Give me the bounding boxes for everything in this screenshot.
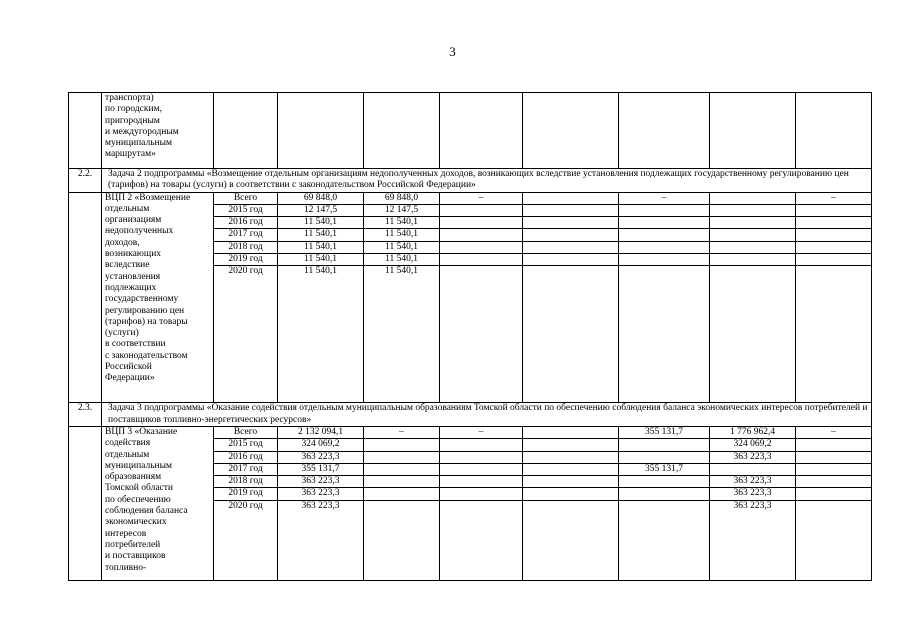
value-cell-total: 324 069,2 (278, 439, 364, 451)
task2-row (69, 169, 872, 193)
value-cell-c2 (440, 488, 523, 500)
vcp3-number-cell (69, 426, 102, 580)
value-cell-c2: – (440, 426, 523, 438)
name-line: и междугородным (105, 126, 179, 137)
value-cell-c1 (364, 439, 440, 451)
block1-name (102, 93, 214, 169)
year-cell: 2020 год (214, 500, 278, 580)
value-cell-c3 (523, 426, 619, 438)
value-cell-c3 (523, 451, 619, 463)
value-cell-c3 (523, 217, 619, 229)
value-cell-c4: 355 131,7 (619, 463, 710, 475)
task3-number: 2.3. (69, 403, 102, 427)
value-cell-c5 (710, 266, 796, 403)
value-cell-c5: 363 223,3 (710, 488, 796, 500)
value-cell-c1: 69 848,0 (364, 192, 440, 204)
value-cell-c4 (619, 500, 710, 580)
value-cell-total: 11 540,1 (278, 217, 364, 229)
vcp2-row (69, 192, 872, 204)
year-cell: 2018 год (214, 241, 278, 253)
vcp2-name (102, 192, 214, 403)
budget-table (68, 92, 872, 581)
value-cell-c4 (619, 217, 710, 229)
value-cell-c3 (523, 439, 619, 451)
task3-text: Задача 3 подпрограммы «Оказание содействия отдельным муниципальным образованиям Томской области по обеспечению соблюдения баланса экономических интересов потребителей и поставщиков топливно-энергетических ресурсов» (102, 403, 872, 427)
value-cell-c3 (523, 476, 619, 488)
vcp3-name (102, 426, 214, 580)
value-cell-c2 (440, 241, 523, 253)
name-line: ВЦП 3 «Оказание (105, 426, 178, 437)
value-cell-c3 (523, 192, 619, 204)
name-line: экономических (105, 517, 167, 528)
value-cell-c2 (440, 204, 523, 216)
name-line: подлежащих (105, 282, 157, 293)
value-cell-c6 (796, 451, 872, 463)
vcp3-row (69, 426, 872, 438)
value-cell-c3 (523, 266, 619, 403)
value-cell-c1 (364, 463, 440, 475)
name-line: установления (105, 271, 161, 282)
value-cell-c2 (440, 217, 523, 229)
value-cell-c6 (796, 476, 872, 488)
value-cell-c5 (710, 204, 796, 216)
value-cell-c6: – (796, 192, 872, 204)
year-cell: 2017 год (214, 229, 278, 241)
value-cell-c4: – (619, 192, 710, 204)
value-cell-total: 363 223,3 (278, 476, 364, 488)
value-cell-c5: 363 223,3 (710, 500, 796, 580)
value-cell-c1: 11 540,1 (364, 229, 440, 241)
value-cell-c1 (364, 500, 440, 580)
year-cell: 2018 год (214, 476, 278, 488)
value-cell-c5: 363 223,3 (710, 476, 796, 488)
name-line: интересов (105, 528, 147, 539)
year-cell: 2016 год (214, 217, 278, 229)
value-cell-c4 (619, 266, 710, 403)
value-cell-c4 (619, 488, 710, 500)
value-cell-c1: 12 147,5 (364, 204, 440, 216)
name-line: по обеспечению (105, 494, 171, 505)
page-number: 3 (449, 44, 456, 59)
name-line: Томской области (105, 483, 173, 494)
value-cell-c2 (440, 500, 523, 580)
value-cell-c5 (710, 463, 796, 475)
value-cell-c1 (364, 451, 440, 463)
value-cell-c5: 1 776 962,4 (710, 426, 796, 438)
value-cell-total: 2 132 094,1 (278, 426, 364, 438)
name-line: соблюдения баланса (105, 506, 188, 517)
value-cell-c5: 363 223,3 (710, 451, 796, 463)
name-line: (тарифов) на товары (105, 316, 188, 327)
value-cell-c1 (364, 488, 440, 500)
year-cell: Всего (214, 192, 278, 204)
task3-row (69, 403, 872, 427)
name-line: доходов, (105, 237, 140, 248)
value-cell-c3 (523, 463, 619, 475)
value-cell-total: 363 223,3 (278, 451, 364, 463)
value-cell-c2 (440, 254, 523, 266)
year-cell: 2015 год (214, 204, 278, 216)
name-line: отдельным (105, 203, 150, 214)
task2-number: 2.2. (69, 169, 102, 193)
name-line: недополученных (105, 226, 174, 237)
name-line: Федерации» (105, 373, 155, 384)
year-cell: 2020 год (214, 266, 278, 403)
block1-row (69, 93, 872, 169)
value-cell-c1: 11 540,1 (364, 254, 440, 266)
name-line: по городским, (105, 104, 162, 115)
value-cell-c5 (710, 192, 796, 204)
value-cell-c6 (796, 229, 872, 241)
name-line: пригородным (105, 115, 160, 126)
name-line: возникающих (105, 249, 162, 260)
task2-text: Задача 2 подпрограммы «Возмещение отдельным организациям недополученных доходов, возникающих вследствие установления подлежащих государственному регулированию цен (тарифов) на товары (услуги) в соответствии с законодательством Российской Федерации» (102, 169, 872, 193)
name-line: (услуги) (105, 328, 139, 339)
value-cell-c3 (523, 488, 619, 500)
value-cell-total: 12 147,5 (278, 204, 364, 216)
value-cell-c1: – (364, 426, 440, 438)
value-cell-c5 (710, 254, 796, 266)
year-cell: Всего (214, 426, 278, 438)
value-cell-c6 (796, 488, 872, 500)
vcp2-number-cell (69, 192, 102, 403)
value-cell-c3 (523, 500, 619, 580)
value-cell-c3 (523, 241, 619, 253)
value-cell-total: 355 131,7 (278, 463, 364, 475)
value-cell-c6 (796, 217, 872, 229)
value-cell-c1: 11 540,1 (364, 217, 440, 229)
value-cell-c4 (619, 476, 710, 488)
value-cell-c5 (710, 229, 796, 241)
value-cell-c3 (523, 204, 619, 216)
value-cell-c6: – (796, 426, 872, 438)
value-cell-c2 (440, 266, 523, 403)
name-line: ВЦП 2 «Возмещение (105, 192, 191, 203)
value-cell-c4 (619, 254, 710, 266)
value-cell-c6 (796, 241, 872, 253)
block1-number (69, 93, 102, 169)
name-line: с законодательством (105, 350, 188, 361)
year-cell: 2019 год (214, 254, 278, 266)
value-cell-c2 (440, 439, 523, 451)
value-cell-c2: – (440, 192, 523, 204)
name-line: муниципальным (105, 460, 173, 471)
name-line: транспорта) (105, 93, 154, 103)
value-cell-c2 (440, 463, 523, 475)
value-cell-c6 (796, 500, 872, 580)
value-cell-c1: 11 540,1 (364, 266, 440, 403)
value-cell-c4 (619, 229, 710, 241)
value-cell-c4 (619, 439, 710, 451)
name-line: потребителей (105, 539, 161, 550)
year-cell: 2019 год (214, 488, 278, 500)
name-line: образованиям (105, 472, 162, 483)
value-cell-c2 (440, 476, 523, 488)
value-cell-c4: 355 131,7 (619, 426, 710, 438)
value-cell-total: 363 223,3 (278, 488, 364, 500)
name-line: муниципальным (105, 138, 173, 149)
year-cell: 2015 год (214, 439, 278, 451)
year-cell: 2017 год (214, 463, 278, 475)
value-cell-c2 (440, 451, 523, 463)
value-cell-c6 (796, 204, 872, 216)
year-cell: 2016 год (214, 451, 278, 463)
value-cell-c5 (710, 217, 796, 229)
value-cell-total: 11 540,1 (278, 254, 364, 266)
value-cell-total: 363 223,3 (278, 500, 364, 580)
value-cell-c1: 11 540,1 (364, 241, 440, 253)
value-cell-c4 (619, 241, 710, 253)
value-cell-c6 (796, 439, 872, 451)
value-cell-c6 (796, 463, 872, 475)
name-line: и поставщиков (105, 551, 166, 562)
value-cell-c6 (796, 254, 872, 266)
value-cell-total: 11 540,1 (278, 229, 364, 241)
value-cell-c3 (523, 229, 619, 241)
value-cell-c4 (619, 204, 710, 216)
value-cell-c4 (619, 451, 710, 463)
value-cell-c3 (523, 254, 619, 266)
value-cell-total: 11 540,1 (278, 241, 364, 253)
name-line: регулированию цен (105, 305, 185, 316)
name-line: в соответствии (105, 339, 166, 350)
name-line: содействия (105, 438, 151, 449)
name-line: отдельным (105, 449, 150, 460)
value-cell-c2 (440, 229, 523, 241)
value-cell-c5: 324 069,2 (710, 439, 796, 451)
name-line: государственному (105, 294, 179, 305)
name-line: топливно- (105, 562, 147, 573)
value-cell-total: 11 540,1 (278, 266, 364, 403)
name-line: Российской (105, 362, 152, 373)
value-cell-total: 69 848,0 (278, 192, 364, 204)
value-cell-c6 (796, 266, 872, 403)
value-cell-c5 (710, 241, 796, 253)
name-line: маршрутам» (105, 149, 156, 160)
value-cell-c1 (364, 476, 440, 488)
name-line: вследствие (105, 260, 150, 271)
name-line: организациям (105, 215, 162, 226)
